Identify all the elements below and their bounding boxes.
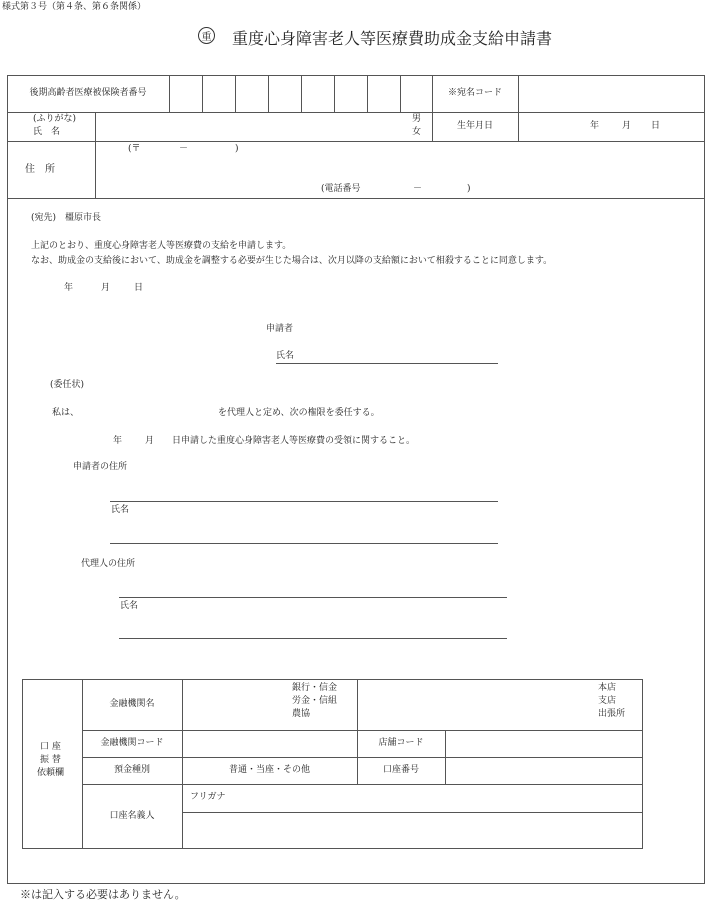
account-number-label: 口座番号: [382, 765, 419, 776]
birthdate-field[interactable]: [518, 112, 705, 141]
proxy-scope-year: 年: [113, 436, 123, 446]
birthdate-month-label: 月: [622, 121, 632, 131]
address-field[interactable]: [95, 141, 705, 198]
insurance-number-digit-3[interactable]: [235, 75, 268, 112]
proxy-i-am: 私は、: [52, 408, 80, 418]
account-number-field[interactable]: [445, 757, 643, 784]
birthdate-label: 生年月日: [456, 121, 493, 132]
insurance-number-label: 後期高齢者医療被保険者番号: [29, 88, 147, 99]
agent-address-line[interactable]: [119, 597, 507, 598]
name-field[interactable]: [95, 112, 405, 141]
recipient: (宛先) 橿原市長: [31, 213, 102, 223]
footnote: ※は記入する必要はありません。: [20, 888, 186, 901]
branch-type-2: 支店: [598, 696, 617, 706]
gender-female-option[interactable]: 女: [412, 127, 422, 137]
postal-dash: －: [179, 144, 189, 154]
insurance-number-digit-7[interactable]: [367, 75, 400, 112]
applicant-name2-label: 氏名: [111, 505, 130, 515]
insurance-number-digit-6[interactable]: [334, 75, 367, 112]
institution-type-2: 労金・信組: [292, 696, 338, 706]
proxy-scope-text: 日申請した重度心身障害老人等医療費の受領に関すること。: [172, 436, 416, 446]
phone-dash: －: [413, 184, 423, 194]
furigana-label: (ふりがな): [33, 114, 77, 124]
institution-name-field[interactable]: [182, 679, 357, 730]
section-label-line2: 振 替: [40, 755, 61, 765]
account-holder-name-field[interactable]: [182, 812, 643, 849]
form-number: 様式第３号（第４条、第６条関係）: [2, 2, 147, 12]
applicant-address-label: 申請者の住所: [73, 462, 128, 472]
statement-line-2: なお、助成金の支給後において、助成金を調整する必要が生じた場合は、次月以降の支給額において相殺することに同意します。: [31, 256, 553, 266]
page-title: 重度心身障害老人等医療費助成金支給申請書: [232, 29, 553, 48]
date-day-label: 日: [134, 283, 144, 293]
institution-name-label: 金融機関名: [109, 699, 155, 710]
account-holder-furigana-field[interactable]: [182, 784, 643, 812]
account-holder-label: 口座名義人: [109, 811, 155, 822]
applicant-name2-line[interactable]: [110, 543, 498, 544]
agent-name-label: 氏名: [120, 601, 139, 611]
applicant-label: 申請者: [266, 324, 294, 334]
severe-disability-mark-icon: 重: [198, 27, 215, 44]
agent-name-line[interactable]: [119, 638, 507, 639]
phone-label: (電話番号: [321, 184, 361, 194]
address-code-field[interactable]: [518, 75, 705, 112]
proxy-appoint-text: を代理人と定め、次の権限を委任する。: [218, 408, 380, 418]
insurance-number-digit-2[interactable]: [202, 75, 235, 112]
name-label: 氏 名: [33, 127, 61, 137]
branch-type-3: 出張所: [598, 709, 626, 719]
address-label: 住 所: [25, 164, 55, 175]
proxy-scope-month: 月: [145, 436, 155, 446]
postal-open: (〒: [128, 144, 141, 154]
birthdate-year-label: 年: [590, 121, 600, 131]
institution-type-1: 銀行・信金: [292, 683, 338, 693]
branch-type-1: 本店: [598, 683, 617, 693]
deposit-type-label: 預金種別: [113, 765, 150, 776]
date-year-label: 年: [64, 283, 74, 293]
birthdate-day-label: 日: [651, 121, 661, 131]
phone-close: ): [467, 184, 471, 194]
applicant-name-line[interactable]: [276, 363, 498, 364]
date-month-label: 月: [101, 283, 111, 293]
insurance-number-digit-8[interactable]: [400, 75, 432, 112]
branch-name-field[interactable]: [357, 679, 643, 730]
postal-close: ): [235, 144, 239, 154]
address-code-label: ※宛名コード: [447, 88, 502, 99]
institution-code-label: 金融機関コード: [100, 738, 164, 749]
divider: [7, 198, 705, 199]
proxy-heading: (委任状): [50, 380, 85, 390]
branch-code-label: 店舗コード: [378, 738, 424, 749]
agent-address-label: 代理人の住所: [81, 559, 136, 569]
deposit-type-options[interactable]: 普通・当座・その他: [228, 765, 310, 776]
section-label-line1: 口 座: [40, 742, 61, 752]
applicant-address-line[interactable]: [110, 501, 498, 502]
statement-line-1: 上記のとおり、重度心身障害老人等医療費の支給を申請します。: [31, 241, 292, 251]
section-label-line3: 依頼欄: [37, 768, 65, 778]
branch-code-field[interactable]: [445, 730, 643, 757]
insurance-number-digit-5[interactable]: [301, 75, 334, 112]
institution-type-3: 農協: [292, 709, 311, 719]
gender-male-option[interactable]: 男: [412, 114, 422, 124]
proxy-agent-name-field[interactable]: [80, 404, 215, 420]
insurance-number-digit-4[interactable]: [268, 75, 301, 112]
furigana-label: フリガナ: [190, 792, 226, 802]
applicant-name-label: 氏名: [276, 351, 295, 361]
institution-code-field[interactable]: [182, 730, 357, 757]
insurance-number-digit-1[interactable]: [169, 75, 202, 112]
